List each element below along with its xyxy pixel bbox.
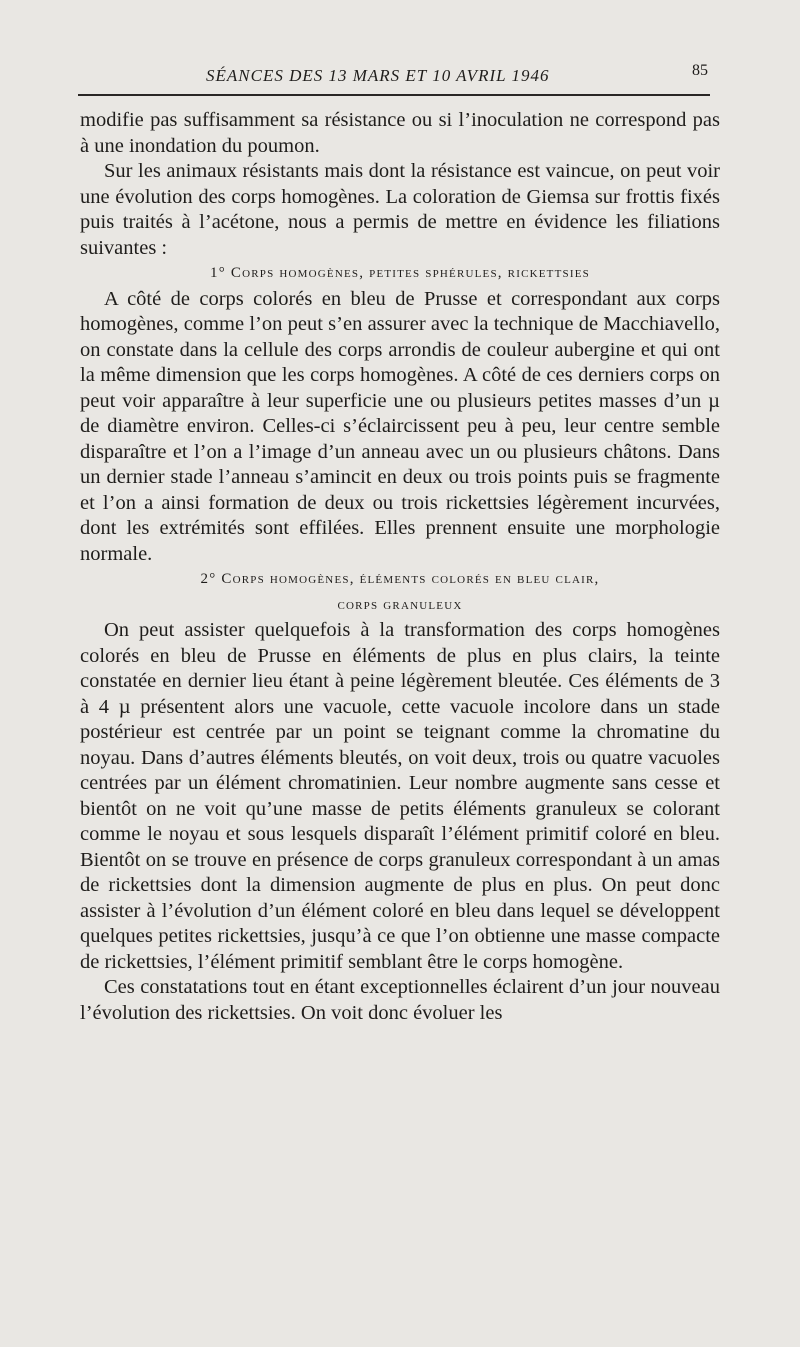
running-title: SÉANCES DES 13 MARS ET 10 AVRIL 1946 xyxy=(206,66,550,85)
page-header xyxy=(78,62,710,92)
header-rule xyxy=(78,94,710,96)
paragraph-4: On peut assister quelquefois à la transformation des corps homogènes colorés en bleu de Prusse en éléments de plus en plus clairs, la teinte constatée en dernier lieu étant à peine légèrement bleutée. Ces éléments de 3 à 4 µ présentent alors une vacuole, cette vacuole incolore dans un stade postérieur est centrée par un point se teignant comme la chromatine du noyau. Dans d’autres éléments bleutés, on voit deux, trois ou quatre vacuoles centrées par un élément chromatinien. Leur nombre augmente sans cesse et bientôt on ne voit qu’une masse de petits éléments granuleux se colorant comme le noyau et sous lesquels disparaît l’élément primitif coloré en bleu. Bientôt on se trouve en présence de corps granuleux correspondant à un amas de rickettsies dont la dimension augmente de plus en plus. On peut donc assister à l’évolution d’un élément coloré en bleu dans lequel se développent quelques petites rickettsies, jusqu’à ce que l’on obtienne une masse compacte de rickettsies, l’élément primitif semblant être le corps homogène. xyxy=(80,619,720,973)
section-heading-1: 1° Corps homogènes, petites sphérules, rickettsies xyxy=(210,265,590,281)
paragraph-2: Sur les animaux résistants mais dont la résistance est vaincue, on peut voir une évolution des corps homogènes. La coloration de Giemsa sur frottis fixés puis traités à l’acétone, nous a permis de mettre en évidence les filiations suivantes : xyxy=(80,160,720,259)
section-heading-2-line1: 2° Corps homogènes, éléments colorés en bleu clair, xyxy=(200,571,600,587)
paragraph-5: Ces constatations tout en étant exceptionnelles éclairent d’un jour nouveau l’évolution des rickettsies. On voit donc évoluer les xyxy=(80,976,720,1024)
page-number: 85 xyxy=(692,62,708,79)
body-text xyxy=(80,108,720,1026)
paragraph-1: modifie pas suffisamment sa résistance ou si l’inoculation ne correspond pas à une inondation du poumon. xyxy=(80,109,720,157)
paragraph-3: A côté de corps colorés en bleu de Prusse et correspondant aux corps homogènes, comme l’on peut s’en assurer avec la technique de Macchiavello, on constate dans la cellule des corps arrondis de couleur aubergine et qui ont la même dimension que les corps homogènes. A côté de ces derniers corps on peut voir apparaître à leur superficie une ou plusieurs petites masses d’un µ de diamètre environ. Celles-ci s’éclaircissent peu à peu, leur centre semble disparaître et l’on a l’image d’un anneau avec un ou plusieurs châtons. Dans un dernier stade l’anneau s’amincit en deux ou trois points puis se fragmente et l’on a ainsi formation de deux ou trois rickettsies légèrement incurvées, dont les extrémités sont effilées. Elles prennent ensuite une morphologie normale. xyxy=(80,287,720,565)
section-heading-2-line2: corps granuleux xyxy=(337,596,463,613)
